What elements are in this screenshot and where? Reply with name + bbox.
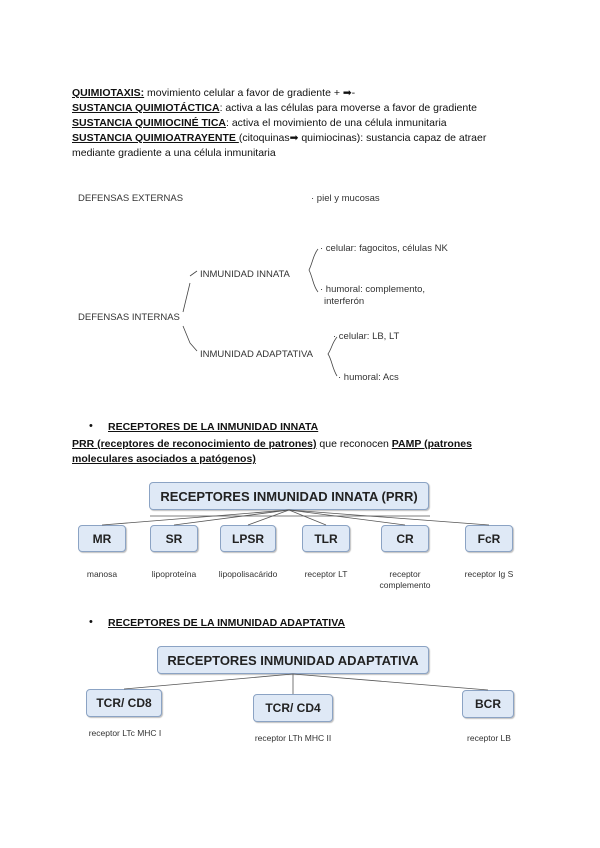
receptor-fcr: FcR [465, 525, 513, 552]
prr-term: PRR (receptores de reconocimiento de patrones) [72, 438, 317, 450]
definition-quimioatrayente: SUSTANCIA QUIMIOATRAYENTE (citoquinas➡ quimiocinas): sustancia capaz de atraer mediante gradiente a una célula inmunitaria [72, 132, 487, 159]
brace-innata [309, 249, 318, 292]
innata-bullet: • [89, 420, 93, 432]
caption-cr: receptor complemento [379, 569, 431, 590]
receptor-tlr: TLR [302, 525, 350, 552]
branch-innata [183, 271, 197, 312]
adaptativa-root-box: RECEPTORES INMUNIDAD ADAPTATIVA [157, 646, 429, 674]
receptor-tcr-cd8: TCR/ CD8 [86, 689, 162, 717]
receptor-cr: CR [381, 525, 429, 552]
inmunidad-adaptativa: INMUNIDAD ADAPTATIVA [200, 349, 313, 360]
caption-tcr-cd8: receptor LTc MHC I [88, 728, 162, 738]
adaptativa-heading: RECEPTORES DE LA INMUNIDAD ADAPTATIVA [108, 617, 346, 629]
defensas-externas: DEFENSAS EXTERNAS [78, 193, 184, 204]
caption-fcr: receptor Ig S [464, 569, 514, 579]
definition-quimiotactica: SUSTANCIA QUIMIOTÁCTICA: activa a las células para moverse a favor de gradiente [72, 102, 477, 114]
receptor-bcr: BCR [462, 690, 514, 718]
pamp-term: PAMP (patrones moleculares asociados a patógenos) [72, 438, 472, 465]
innata-humoral: · humoral: complemento, [320, 284, 426, 295]
adapt-humoral: · humoral: Acs [338, 372, 399, 383]
externas-item: · piel y mucosas [311, 193, 380, 204]
caption-lpsr: lipopolisacárido [218, 569, 278, 579]
definition-quimiocinetica: SUSTANCIA QUIMIOCINÉ TICA: activa el movimiento de una célula inmunitaria [72, 117, 447, 129]
prr-paragraph: PRR (receptores de reconocimiento de patrones) que reconocen PAMP (patrones moleculares asociados a patógenos) [72, 438, 472, 465]
branch-adaptativa [183, 326, 197, 351]
adapt-celular: · celular: LB, LT [333, 331, 400, 342]
innata-humoral-cont: interferón [324, 296, 365, 307]
caption-tlr: receptor LT [304, 569, 348, 579]
defensas-internas: DEFENSAS INTERNAS [78, 312, 180, 323]
receptor-tcr-cd4: TCR/ CD4 [253, 694, 333, 722]
caption-sr: lipoproteína [151, 569, 197, 579]
caption-tcr-cd4: receptor LTh MHC II [254, 733, 332, 743]
inmunidad-innata: INMUNIDAD INNATA [200, 269, 290, 280]
innata-root-box: RECEPTORES INMUNIDAD INNATA (PRR) [149, 482, 429, 510]
caption-mr: manosa [86, 569, 118, 579]
adaptativa-tree [124, 674, 488, 694]
receptor-mr: MR [78, 525, 126, 552]
caption-bcr: receptor LB [467, 733, 511, 743]
innata-heading: RECEPTORES DE LA INMUNIDAD INNATA [108, 421, 319, 433]
receptor-lpsr: LPSR [220, 525, 276, 552]
receptor-sr: SR [150, 525, 198, 552]
innata-tree [102, 510, 489, 525]
innata-celular: · celular: fagocitos, células NK [320, 243, 448, 254]
brace-adaptativa [328, 337, 337, 376]
adaptativa-bullet: • [89, 616, 93, 628]
definition-quimiotaxis: QUIMIOTAXIS: movimiento celular a favor de gradiente + ➡- [72, 87, 356, 99]
